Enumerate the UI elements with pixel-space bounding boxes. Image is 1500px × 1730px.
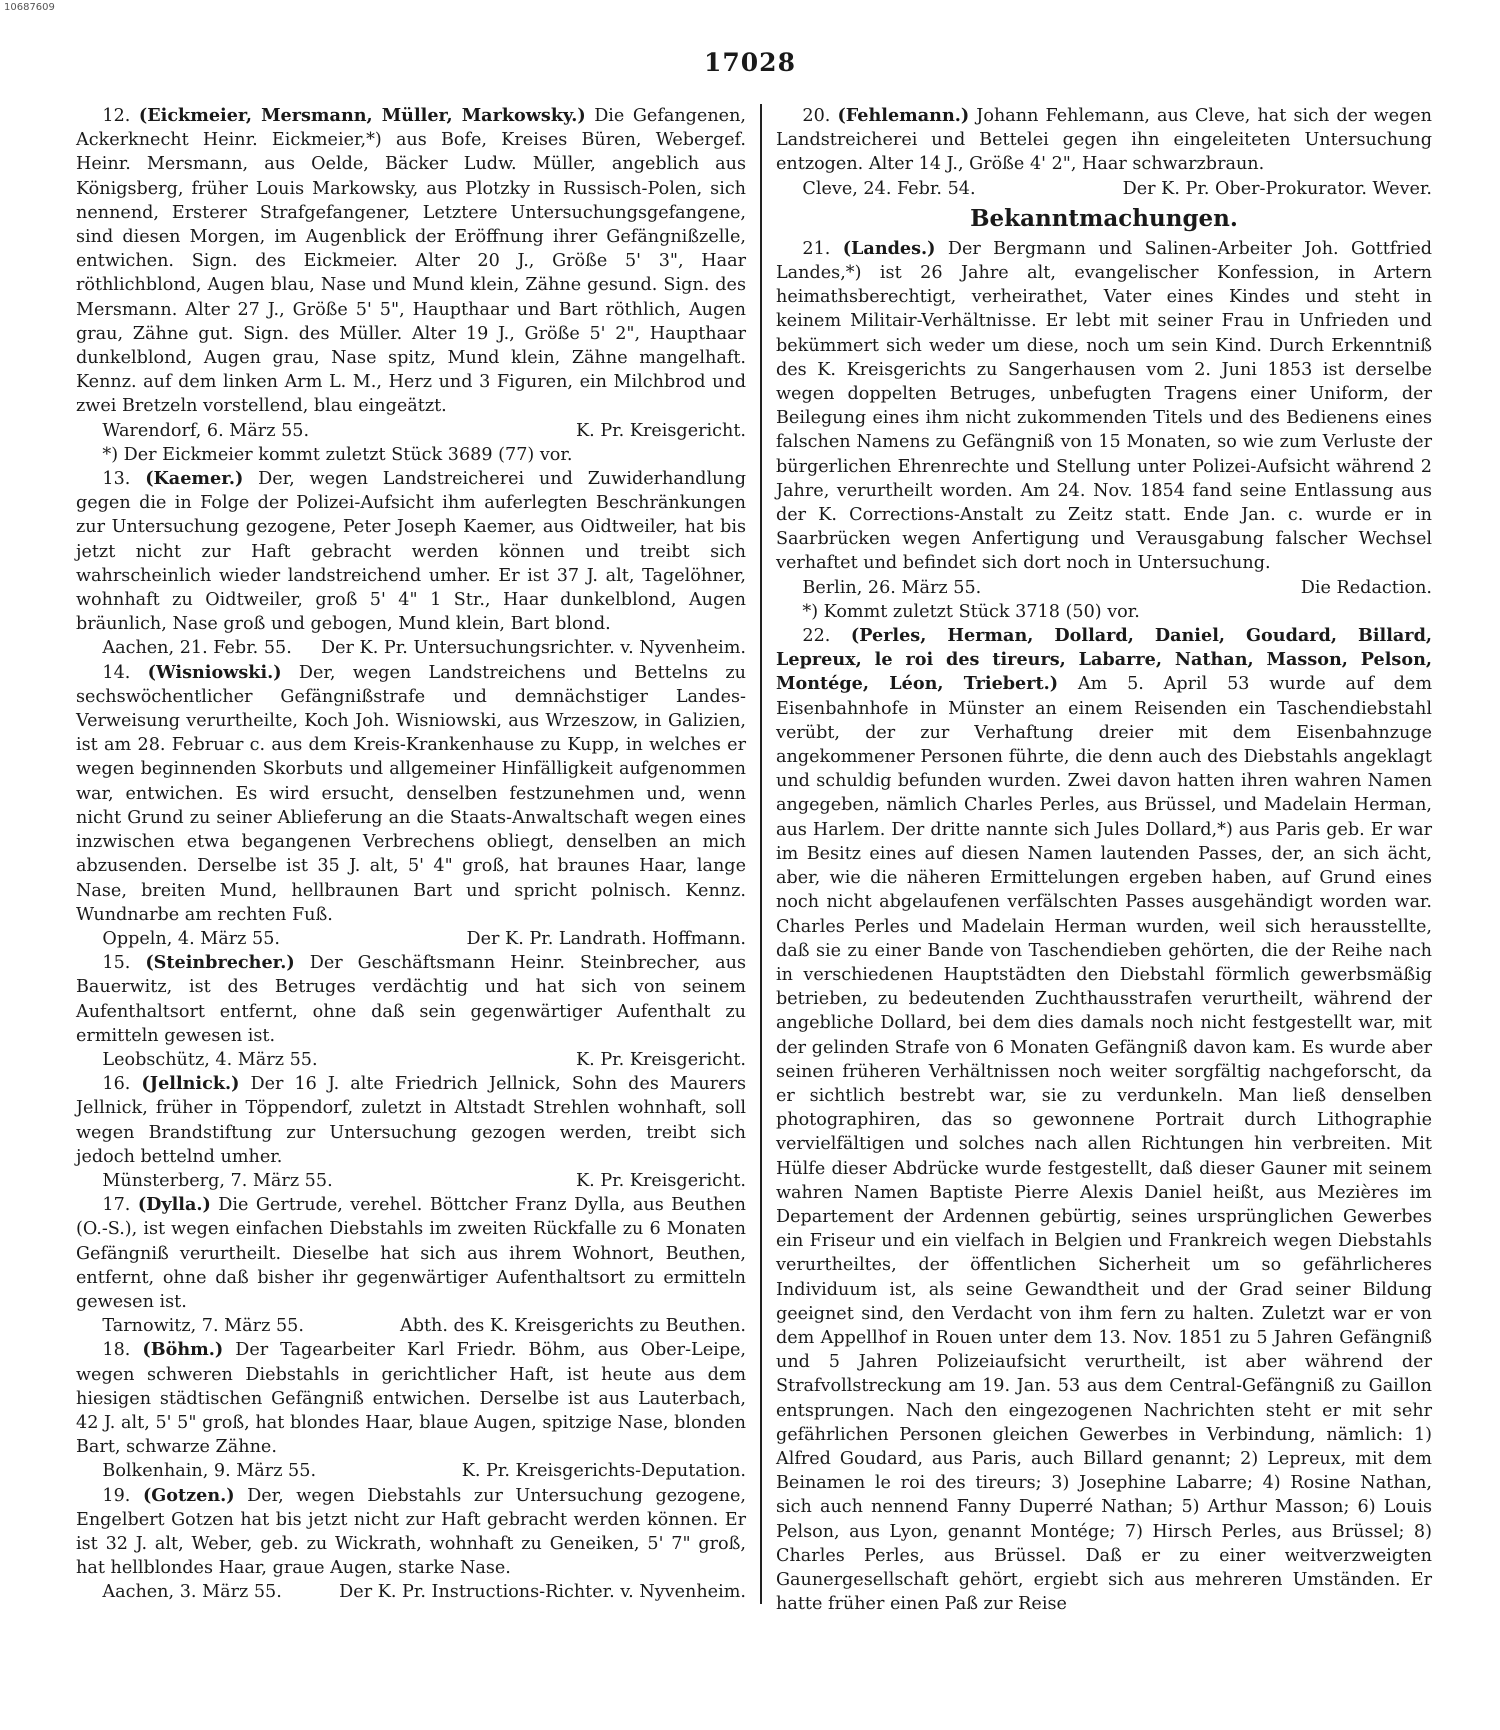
entry-title: (Steinbrecher.) (145, 952, 295, 974)
entry-title: (Jellnick.) (141, 1073, 240, 1095)
entry-signature (76, 1459, 746, 1483)
entry-number: 18. (102, 1340, 131, 1361)
place-date: Berlin, 26. März 55. (802, 577, 982, 598)
place-date: Warendorf, 6. März 55. (102, 420, 310, 441)
entry-number: 16. (102, 1074, 131, 1095)
entry-22 (776, 624, 1432, 1616)
right-column (776, 104, 1433, 1615)
entry-21 (776, 237, 1432, 576)
entry-17 (76, 1193, 746, 1314)
entry-title: (Gotzen.) (142, 1484, 235, 1506)
entry-19 (76, 1484, 746, 1581)
entry-text: Der, wegen Landstreichens und Bettelns zu sechswöchentlicher Gefängnißstrafe und demnächstiger Landes-Verweisung verurtheilte, Koch Joh. Wisniowski, aus Wrzeszow, in Galizien, ist am 28. Februar c. aus dem Kreis-Krankenhause zu Kupp, in welches er wegen beginnenden Skorbuts und allgemeiner Hinfälligkeit aufgenommen war, entwichen. Es wird ersucht, denselben festzunehmen und, wenn nicht Grund zu seiner Ablieferung an die Staats-Anwaltschaft wegen eines inzwischen etwa begangenen Verbrechens obliegt, denselben an mich abzusenden. Derselbe ist 35 J. alt, 5' 4" groß, hat braunes Haar, lange Nase, breiten Mund, hellbraunen Bart und spricht polnisch. Kennz. Wundnarbe am rechten Fuß. (76, 662, 747, 925)
entry-text: Der, wegen Diebstahls zur Untersuchung gezogene, Engelbert Gotzen hat bis jetzt nicht zur Haft gebracht werden können. Er ist 32 J. alt, Weber, geb. zu Wickrath, wohnhaft zu Geneiken, 5' 7" groß, hat hellblondes Haar, graue Augen, starke Nase. (76, 1485, 747, 1579)
page-number: 17028 (704, 48, 796, 77)
entry-number: 20. (802, 106, 831, 126)
entry-title: (Böhm.) (142, 1339, 224, 1361)
entry-title: (Landes.) (842, 237, 936, 259)
authority: K. Pr. Kreisgericht. (575, 1170, 746, 1191)
entry-signature (76, 419, 746, 443)
entry-number: 13. (102, 469, 131, 490)
entry-text: Der Tagearbeiter Karl Friedr. Böhm, aus Ober-Leipe, wegen schweren Diebstahls in gerichtlicher Haft, ist heute aus dem hiesigen städtischen Gefängniß entwichen. Derselbe ist aus Lauterbach, 42 J. alt, 5' 5" groß, hat blondes Haar, blaue Augen, spitzige Nase, blonden Bart, schwarze Zähne. (76, 1340, 747, 1458)
entry-title: (Kaemer.) (145, 468, 244, 490)
entry-title: (Fehlemann.) (837, 105, 970, 126)
entry-text: Die Gefangenen, Ackerknecht Heinr. Eickmeier,*) aus Bofe, Kreises Büren, Webergef. Heinr. Mersmann, aus Oelde, Bäcker Ludw. Müller, angeblich aus Königsberg, früher Louis Markowsky, aus Plotzky in Russisch-Polen, sich nennend, Ersterer Strafgefangener, Letztere Untersuchungsgefangene, sind diesen Morgen, im Augenblick der Eröffnung ihrer Gefängnißzelle, entwichen. Sign. des Eickmeier. Alter 20 J., Größe 5' 3", Haar röthlichblond, Augen blau, Nase und Mund klein, Zähne gesund. Sign. des Mersmann. Alter 27 J., Größe 5' 5", Haupthaar und Bart röthlich, Augen grau, Zähne gut. Sign. des Müller. Alter 19 J., Größe 5' 2", Haupthaar dunkelblond, Augen grau, Nase spitz, Mund klein, Zähne mangelhaft. Kennz. auf dem linken Arm L. M., Herz und 3 Figuren, ein Milchbrod und zwei Bretzeln vorstellend, blau eingeätzt. (76, 106, 747, 417)
column-divider (760, 104, 762, 1604)
entry-number: 15. (102, 953, 131, 974)
entry-signature (776, 177, 1432, 201)
entry-13 (76, 467, 746, 636)
entry-signature (76, 1048, 746, 1072)
entry-text: Der, wegen Landstreicherei und Zuwiderhandlung gegen die in Folge der Polizei-Aufsicht ihm auferlegten Beschränkungen zur Untersuchung gezogene, Peter Joseph Kaemer, aus Oidtweiler, hat bis jetzt nicht zur Haft gebracht werden können und treibt sich wahrscheinlich wieder landstreichend umher. Er ist 37 J. alt, Tagelöhner, wohnhaft zu Oidtweiler, groß 5' 4" 1 Str., Haar dunkelblond, Augen bräunlich, Nase groß und gebogen, Mund klein, Bart blond. (76, 469, 747, 635)
footnote: *) Der Eickmeier kommt zuletzt Stück 3689 (77) vor. (102, 444, 573, 465)
entry-signature (76, 636, 746, 660)
entry-text: Der Geschäftsmann Heinr. Steinbrecher, aus Bauerwitz, ist des Betruges verdächtig und hat sich von seinem Aufenthaltsort entfernt, ohne daß sein gegenwärtiger Aufenthalt zu ermitteln gewesen ist. (76, 953, 746, 1046)
entry-title: (Eickmeier, Mersmann, Müller, Markowsky.) (138, 105, 586, 126)
authority: Die Redaction. (1300, 577, 1432, 598)
entry-16 (76, 1072, 746, 1169)
entry-text: Johann Fehlemann, aus Cleve, hat sich der wegen Landstreicherei und Bettelei gegen ihn eingeleiteten Untersuchung entzogen. Alter 14 J., Größe 4' 2", Haar schwarzbraun. (776, 106, 1432, 175)
authority: K. Pr. Kreisgerichts-Deputation. (461, 1461, 746, 1482)
authority: K. Pr. Kreisgericht. (575, 1049, 746, 1070)
entry-signature (76, 927, 746, 951)
entry-text: Der 16 J. alte Friedrich Jellnick, Sohn des Maurers Jellnick, früher in Töppendorf, zuletzt in Altstadt Strehlen wohnhaft, soll wegen Brandstiftung zur Untersuchung gezogen werden, treibt sich jedoch bettelnd umher. (76, 1074, 747, 1167)
place-date: Bolkenhain, 9. März 55. (102, 1461, 317, 1482)
section-heading: Bekanntmachungen. (970, 204, 1238, 232)
place-date: Aachen, 21. Febr. 55. (102, 638, 292, 659)
entry-number: 12. (102, 106, 131, 126)
entry-number: 21. (802, 238, 831, 259)
entry-number: 19. (102, 1485, 131, 1506)
entry-text: Am 5. April 53 wurde auf dem Eisenbahnhofe in Münster an einem Reisenden ein Taschendiebstahl verübt, der zur Verhaftung dreier mit dem Eisenbahnzuge angekommener Personen führte, die denn auch des Diebstahls angeklagt und schuldig befunden wurden. Zwei davon hatten ihren wahren Namen angegeben, nämlich Charles Perles, aus Brüssel, und Madelain Herman, aus Harlem. Der dritte nannte sich Jules Dollard,*) aus Paris geb. Er war im Besitz eines auf diesen Namen lautenden Passes, der, an sich ächt, aber, wie die näheren Ermittelungen ergeben haben, auf Grund eines noch nicht abgelaufenen verfälschten Passes ausgehändigt worden war. Charles Perles und Madelain Herman wurden, weil sich herausstellte, daß sie zu einer Bande von Taschendieben gehörten, die der Reihe nach in verschiedenen Hauptstädten den Diebstahl förmlich gewerbsmäßig betrieben, zu bedeutenden Zuchthausstrafen verurtheilt, während der angebliche Dollard, bei dem dies damals noch nicht festgestellt war, mit der gelinden Strafe von 6 Monaten Gefängniß davon kam. Es wurde aber seinen früheren Verhältnissen noch weiter sorgfältig nachgeforscht, da er sichtlich bestrebt war, sie zu verdunkeln. Man ließ denselben photographiren, das so gewonnene Portrait durch Lithographie vervielfältigen und solches nach allen Richtungen hin verbreiten. Mit Hülfe dieser Abdrücke wurde festgestellt, daß dieser Gauner mit seinem wahren Namen Baptiste Pierre Alexis Daniel heißt, aus Mezières im Departement der Ardennen gebürtig, seines ursprünglichen Gewerbes ein Friseur und ein vielfach in Belgien und Frankreich wegen Diebstahls verurtheiltes, der öffentlichen Sicherheit um so gefährlicheres Individuum ist, als seine Gewandtheit und der Grad seiner Bildung geeignet sind, den Verdacht von ihm fern zu halten. Zuletzt war er von dem Appellhof in Rouen unter dem 13. Nov. 1851 zu 5 Jahren Gefängniß und 5 Jahren Polizeiaufsicht verurtheilt, ist aber während der Strafvollstreckung am 19. Jan. 53 aus dem Central-Gefängniß zu Gaillon entsprungen. Nach den eingezogenen Nachrichten steht er mit sehr gefährlichen Personen gleichen Gewerbes in Verbindung, nämlich: 1) Alfred Goudard, aus Paris, auch Billard genannt; 2) Lepreux, mit dem Beinamen le roi des tireurs; 3) Josephine Labarre; 4) Rosine Nathan, sich auch nennend Fanny Duperré Nathan; 5) Arthur Masson; 6) Louis Pelson, aus Lyon, genannt Montége; 7) Hirsch Perles, aus Brüssel; 8) Charles Perles, aus Brüssel. Daß er zu einer weitverzweigten Gaunergesellschaft gehört, ergiebt sich aus mehreren Umständen. Er hatte früher einen Paß zur Reise (776, 674, 1432, 1615)
entry-title: (Wisniowski.) (147, 661, 282, 683)
authority: Der K. Pr. Instructions-Richter. v. Nyvenheim. (339, 1582, 746, 1603)
place-date: Leobschütz, 4. März 55. (102, 1049, 318, 1070)
authority: K. Pr. Kreisgericht. (575, 420, 746, 441)
left-column (76, 104, 746, 1604)
entry-text: Der Bergmann und Salinen-Arbeiter Joh. Gottfried Landes,*) ist 26 Jahre alt, evangelischer Konfession, in Artern heimathsberechtigt, verheirathet, Vater eines Kindes und steht in keinem Militair-Verhältnisse. Er lebt mit seiner Frau in Unfrieden und bekümmert sich weder um diese, noch um sein Kind. Durch Erkenntniß des K. Kreisgerichts zu Sangerhausen vom 2. Juni 1853 ist derselbe wegen doppelten Betruges, unbefugten Tragens einer Uniform, der Beilegung eines ihm nicht zukommenden Titels und des Bedienens eines falschen Namens zu Gefängniß von 15 Monaten, so wie zum Verluste der bürgerlichen Ehrenrechte und Stellung unter Polizei-Aufsicht während 2 Jahre, verurtheilt worden. Am 24. Nov. 1854 fand seine Entlassung aus der K. Corrections-Anstalt zu Zeitz statt. Ende Jan. c. wurde er in Saarbrücken wegen Anfertigung und Verausgabung falscher Wechsel verhaftet und befindet sich dort noch in Untersuchung. (776, 238, 1433, 574)
place-date: Oppeln, 4. März 55. (102, 928, 281, 949)
entry-18 (76, 1338, 746, 1459)
entry-number: 14. (102, 662, 131, 683)
entry-signature (76, 1580, 746, 1604)
authority: Der K. Pr. Landrath. Hoffmann. (466, 928, 746, 949)
place-date: Aachen, 3. März 55. (102, 1582, 282, 1603)
footnote: *) Kommt zuletzt Stück 3718 (50) vor. (802, 601, 1140, 622)
authority: Der K. Pr. Untersuchungsrichter. v. Nyvenheim. (321, 638, 746, 659)
entry-text: Die Gertrude, verehel. Böttcher Franz Dylla, aus Beuthen (O.-S.), ist wegen einfachen Diebstahls im zweiten Rückfalle zu 6 Monaten Gefängniß verurtheilt. Dieselbe hat sich aus ihrem Wohnort, Beuthen, entfernt, ohne daß bisher ihr gegenwärtiger Aufenthaltsort zu ermitteln gewesen ist. (76, 1195, 746, 1312)
place-date: Cleve, 24. Febr. 54. (802, 178, 976, 199)
entry-20 (776, 104, 1432, 177)
authority: Abth. des K. Kreisgerichts zu Beuthen. (400, 1316, 746, 1337)
entry-signature (76, 1314, 746, 1338)
entry-number: 17. (102, 1195, 131, 1216)
entry-number: 22. (802, 626, 831, 647)
entry-12 (76, 104, 746, 419)
entry-title: (Dylla.) (137, 1194, 211, 1216)
place-date: Tarnowitz, 7. März 55. (102, 1316, 304, 1337)
scan-id: 10687609 (4, 2, 55, 13)
place-date: Münsterberg, 7. März 55. (102, 1170, 333, 1191)
entry-signature (76, 1169, 746, 1193)
authority: Der K. Pr. Ober-Prokurator. Wever. (1122, 178, 1432, 199)
entry-title: (Perles, Herman, Dollard, Daniel, Goudard, Billard, Lepreux, le roi des tireurs, Labarre, Nathan, Masson, Pelson, Montége, Léon, Triebert.) (776, 625, 1433, 695)
entry-15 (76, 951, 746, 1048)
entry-14 (76, 661, 746, 927)
entry-signature (776, 576, 1432, 600)
